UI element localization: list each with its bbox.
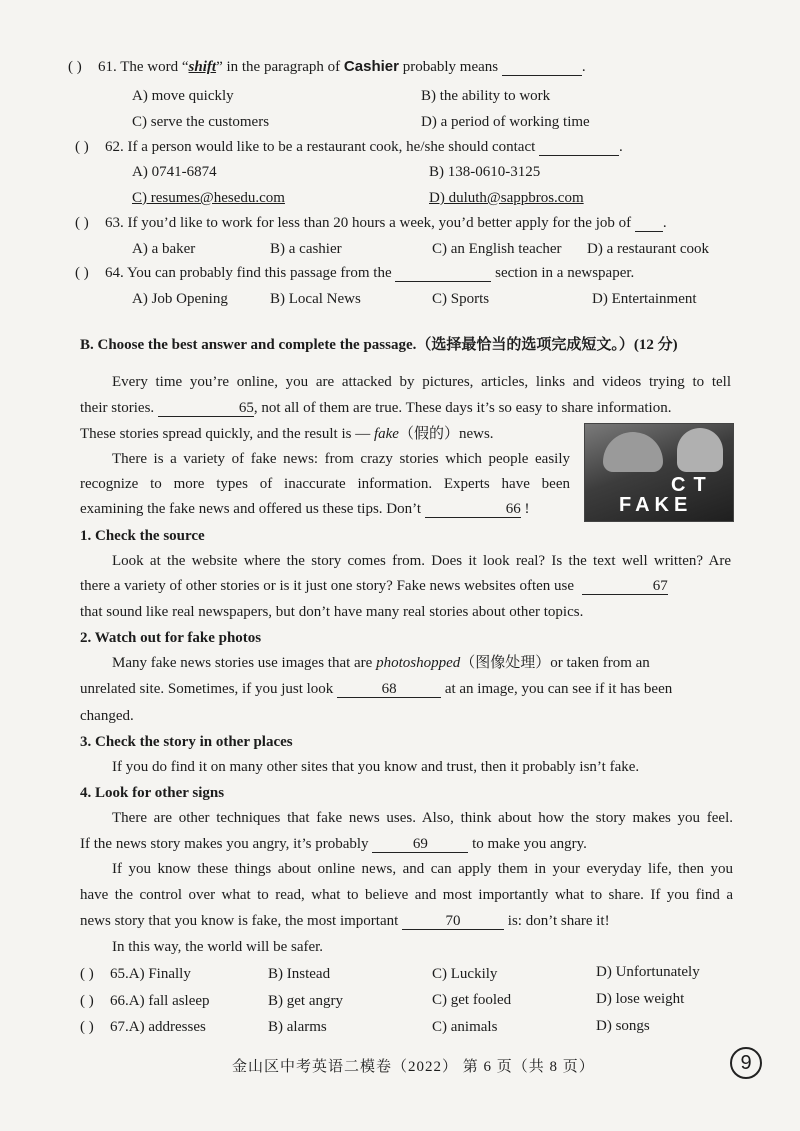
option-63c[interactable]: C) an English teacher — [432, 241, 562, 257]
answer-paren[interactable]: ( ) — [68, 59, 82, 75]
para8: In this way, the world will be safer. — [112, 939, 324, 955]
answer-paren[interactable]: ( ) — [80, 1019, 94, 1035]
blank-69: 69 — [372, 837, 468, 853]
para1-line1: Every time you’re online, you are attacked by pictures, articles, links and videos trying to tell — [112, 374, 731, 390]
blank-68: 68 — [337, 682, 441, 698]
option-66a[interactable]: A) fall asleep — [128, 993, 210, 1009]
tip-heading-4: 4. Look for other signs — [80, 785, 225, 801]
answer-paren[interactable]: ( ) — [80, 993, 94, 1009]
option-64a[interactable]: A) Job Opening — [132, 291, 228, 307]
hand-shape — [677, 428, 723, 472]
tip-heading-2: 2. Watch out for fake photos — [80, 630, 262, 646]
option-65d[interactable]: D) Unfortunately — [596, 964, 700, 980]
para6-line2: If the news story makes you angry, it’s probably 69 to make you angry. — [80, 836, 587, 852]
option-62c[interactable]: C) resumes@hesedu.com — [132, 190, 285, 206]
option-67a[interactable]: A) addresses — [128, 1019, 206, 1035]
option-67b[interactable]: B) alarms — [268, 1019, 327, 1035]
option-65a[interactable]: A) Finally — [128, 966, 191, 982]
question-65: ( ) 65.A) Finally — [80, 966, 191, 982]
para3-line2: there a variety of other stories or is it just one story? Fake news websites often use 67 — [80, 578, 668, 594]
option-66c[interactable]: C) get fooled — [432, 992, 512, 1008]
option-61c[interactable]: C) serve the customers — [132, 114, 270, 130]
photo-text-ct: CT — [671, 474, 714, 496]
section-b-heading: B. Choose the best answer and complete the passage.（选择最恰当的选项完成短文。）(12 分) — [80, 337, 678, 353]
para4-line2: unrelated site. Sometimes, if you just look 68 at an image, you can see if it has been — [80, 681, 673, 697]
question-61: ( ) 61. The word “shift” in the paragraph of Cashier probably means . — [68, 58, 586, 75]
option-61b[interactable]: B) the ability to work — [421, 88, 551, 104]
para2-line3: examining the fake news and offered us these tips. Don’t 66 ! — [80, 501, 530, 517]
para6-line1: There are other techniques that fake news uses. Also, think about how the story makes you feel. — [112, 810, 733, 826]
blank-62 — [539, 140, 619, 156]
para4-line1: Many fake news stories use images that are photoshopped（图像处理）or taken from an — [112, 655, 650, 671]
blank-70: 70 — [402, 914, 504, 930]
para1-line3: These stories spread quickly, and the result is — fake（假的）news. — [80, 426, 494, 442]
question-67: ( ) 67.A) addresses — [80, 1019, 206, 1035]
question-64: ( ) 64. You can probably find this passage from the section in a newspaper. — [75, 265, 635, 281]
option-65c[interactable]: C) Luckily — [432, 966, 498, 982]
answer-paren[interactable]: ( ) — [80, 966, 94, 982]
blank-66: 66 — [425, 502, 521, 518]
tip-heading-3: 3. Check the story in other places — [80, 734, 293, 750]
para7-line1: If you know these things about online news, and can apply them in your everyday life, then you — [112, 861, 733, 877]
option-64b[interactable]: B) Local News — [270, 291, 361, 307]
para4-line3: changed. — [80, 708, 134, 724]
para2-line1: There is a variety of fake news: from crazy stories which people easily — [112, 451, 570, 467]
answer-paren[interactable]: ( ) — [75, 215, 89, 231]
option-64c[interactable]: C) Sports — [432, 291, 490, 307]
option-62b[interactable]: B) 138-0610-3125 — [429, 164, 541, 180]
fake-news-photo — [584, 423, 734, 522]
option-62a[interactable]: A) 0741-6874 — [132, 164, 217, 180]
option-66d[interactable]: D) lose weight — [596, 991, 685, 1007]
option-64d[interactable]: D) Entertainment — [592, 291, 697, 307]
blank-64 — [395, 266, 491, 282]
option-66b[interactable]: B) get angry — [268, 993, 343, 1009]
blank-65: 65 — [158, 401, 254, 417]
answer-paren[interactable]: ( ) — [75, 265, 89, 281]
tip-heading-1: 1. Check the source — [80, 528, 205, 544]
option-63d[interactable]: D) a restaurant cook — [587, 241, 710, 257]
option-67c[interactable]: C) animals — [432, 1019, 498, 1035]
option-65b[interactable]: B) Instead — [268, 966, 331, 982]
para3-line3: that sound like real newspapers, but don’t have many real stories about other topics. — [80, 604, 584, 620]
hand-shape — [603, 432, 663, 472]
blank-61 — [502, 60, 582, 76]
para5: If you do find it on many other sites that you know and trust, then it probably isn’t fake. — [112, 759, 640, 775]
question-66: ( ) 66.A) fall asleep — [80, 993, 210, 1009]
option-62d[interactable]: D) duluth@sappbros.com — [429, 190, 584, 206]
question-62: ( ) 62. If a person would like to be a restaurant cook, he/she should contact . — [75, 139, 623, 155]
para7-line2: have the control over what to read, what to believe and most importantly what to share. If you find a — [80, 887, 733, 903]
option-61d[interactable]: D) a period of working time — [421, 114, 590, 130]
para3-line1: Look at the website where the story comes from. Does it look real? Is the text well written? Are — [112, 553, 731, 569]
blank-63 — [635, 216, 663, 232]
option-61a[interactable]: A) move quickly — [132, 88, 234, 104]
page-number-badge: 9 — [730, 1047, 762, 1079]
para2-line2: recognize to more types of inaccurate information. Experts have been — [80, 476, 570, 492]
option-63b[interactable]: B) a cashier — [270, 241, 342, 257]
option-67d[interactable]: D) songs — [596, 1018, 650, 1034]
answer-paren[interactable]: ( ) — [75, 139, 89, 155]
cashier-heading-ref: Cashier — [343, 58, 399, 75]
para1-line2: their stories. 65, not all of them are true. These days it’s so easy to share information. — [80, 400, 672, 416]
photo-text-fake: FAKE — [619, 494, 693, 516]
para7-line3: news story that you know is fake, the most important 70 is: don’t share it! — [80, 913, 610, 929]
blank-67: 67 — [582, 579, 668, 595]
word-shift: shift — [188, 59, 217, 75]
question-63: ( ) 63. If you’d like to work for less than 20 hours a week, you’d better apply for the job of . — [75, 215, 667, 231]
page-footer: 金山区中考英语二模卷（2022） 第 6 页（共 8 页） — [232, 1059, 595, 1075]
option-63a[interactable]: A) a baker — [132, 241, 196, 257]
